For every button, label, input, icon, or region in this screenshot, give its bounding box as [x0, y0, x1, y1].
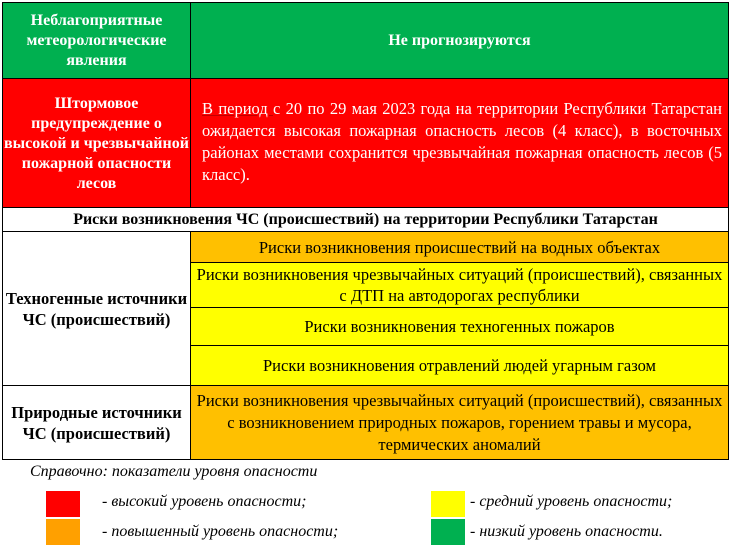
risk-natural-text: Риски возникновения чрезвычайных ситуаций (происшествий), связанных с возникновением природных пожаров, горением травы и мусора, термических аномалий — [196, 390, 723, 454]
risks-title-row — [2, 207, 729, 232]
risk-traffic-text: Риски возникновения чрезвычайных ситуаций (происшествий), связанных с ДТП на автодорогах республики — [196, 265, 723, 305]
risk-cell-traffic — [190, 262, 729, 308]
risk-fires-text: Риски возникновения техногенных пожаров — [304, 317, 615, 336]
phenomena-label: Неблагоприятные метеорологические явления — [26, 11, 167, 69]
legend-text-medium: - средний уровень опасности; — [470, 493, 673, 510]
phenomena-header-cell — [2, 2, 191, 79]
legend-swatch-low — [431, 519, 465, 545]
risk-cell-natural-fires — [190, 385, 729, 460]
warning-text-cell — [190, 78, 729, 208]
risks-title: Риски возникновения ЧС (происшествий) на территории Республики Татарстан — [73, 210, 658, 228]
warning-label-cell — [2, 78, 191, 208]
risk-gas-text: Риски возникновения отравлений людей угарным газом — [262, 356, 657, 375]
legend-swatch-elevated — [46, 519, 80, 545]
legend-text-elevated: - повышенный уровень опасности; — [102, 523, 339, 540]
legend-swatch-high — [46, 491, 80, 517]
legend-text-low: - низкий уровень опасности. — [470, 523, 663, 540]
technogenic-label: Техногенные источники ЧС (происшествий) — [5, 288, 188, 329]
legend-swatch-medium — [431, 491, 465, 517]
risk-cell-water — [190, 231, 729, 263]
forecast-value: Не прогнозируются — [388, 31, 531, 49]
legend-title: Справочно: показатели уровня опасности — [30, 463, 318, 480]
warning-text-start: В период — [202, 99, 274, 118]
forecast-header-cell — [190, 2, 729, 79]
risk-cell-fires — [190, 307, 729, 346]
technogenic-label-cell — [2, 231, 191, 386]
warning-text-rest: с 20 по 29 мая 2023 года на территории Республики Татарстан ожидается высокая пожарная опасность лесов (4 класс), в восточных районах местами сохранится чрезвычайная пожарная опасность лесов (5 класс). — [202, 99, 722, 184]
natural-label: Природные источники ЧС (происшествий) — [11, 402, 182, 443]
natural-label-cell — [2, 385, 191, 460]
risk-water-text: Риски возникновения происшествий на водных объектах — [258, 237, 661, 257]
legend-text-high: - высокий уровень опасности; — [102, 493, 307, 510]
risk-cell-gas — [190, 345, 729, 386]
warning-label: Штормовое предупреждение о высокой и чрезвычайной пожарной опасности лесов — [4, 95, 189, 192]
